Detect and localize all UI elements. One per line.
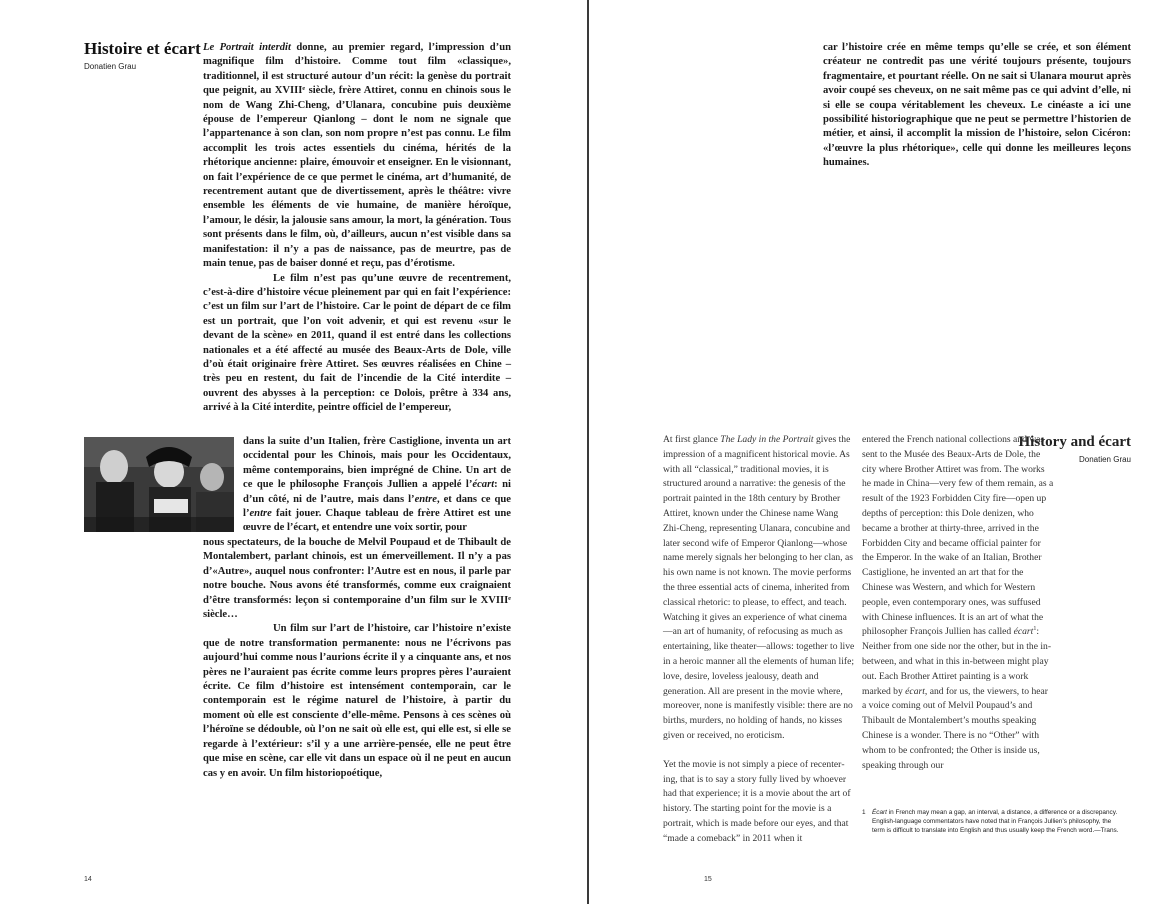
fr-2b-em-entre1: entre	[414, 493, 437, 505]
fr-paragraph-1	[203, 41, 511, 272]
fr-text-top	[203, 41, 511, 416]
footnote-ref: 1	[1033, 626, 1037, 633]
en-column-2	[862, 433, 1054, 773]
page-number-left: 14	[84, 876, 92, 883]
en-col2-em-ecart2: écart	[905, 685, 925, 697]
footnote-text: in French may mean a gap, an interval, a distance, a difference or a discrepancy. English-language commentators have noted that in François Jullien’s philosophy, the term is difficult to translate into English and thus usually keep the French word.—Trans.	[872, 809, 1119, 835]
footnote	[862, 808, 1122, 836]
fr-text-wrap	[243, 435, 511, 536]
film-still-photo	[84, 437, 234, 532]
en-col2-part3: , and for us, the viewers, to hear a voice coming out of Melvil Poupaud’s and Thibault de Montalembert’s mouths speaking Chinese is a wonder. There is no “Other” with whom to be confronted; the Other is inside us, speaking through our	[862, 685, 1048, 771]
fr-2b-em-ecart: écart	[472, 479, 495, 491]
en-paragraph-3	[862, 433, 1054, 773]
fr-text-continued	[823, 41, 1131, 171]
page-number-right: 15	[704, 876, 712, 883]
en-col2-part1: entered the French national collections and was sent to the Musée des Beaux-Arts de Dole, the city where Brother Attiret was from. The works he made in China—very few of them remain, as a result of the 1923 Forbidden City fire—open up depths of perception: this Dole denizen, who became a brother at thirty-three, arrived in the Forbidden City and became official painter for the Emperor. In the wake of an Italian, Brother Castiglione, he invented an art that for the Chinese was Western, and which for Western people, even contemporary ones, was suffused with Chinese influences. It is an art of what the philosopher François Jullien has called	[862, 434, 1054, 638]
film-still-icon	[84, 437, 234, 532]
fr-paragraph-4: car l’histoire crée en même temps qu’elle se crée, et son élément créateur ne contredit pas une vérité toujours présente, toujours fragmentaire, et pourtant réelle. On ne sait si Ulanara mourut après avoir coupé ses cheveux, on ne sait même pas ce qui advint d’elle, ni si elle se coupa véritablement les cheveux. Le cinéaste a ici une possibilité historiographique que ne peut se permettre l’historien de métier, et ainsi, il accomplit la mission de l’histoire, selon Cicéron: «l’œuvre la plus rhétorique», celle qui donne les meilleures leçons humaines.	[823, 42, 1131, 169]
en-col2-em-ecart1: écart	[1013, 626, 1034, 638]
fr-paragraph-3: Un film sur l’art de l’histoire, car l’histoire n’existe que de notre transformation permanente: nous ne l’écrivons pas aujourd’hui comme nous l’aurions écrite il y a cinquante ans, et nos pères ne l’auraient pas écrite comme leurs propres pères l’auraient écrite. Ce film d’histoire est intensément contemporain, car le contemporain est le régime naturel de l’histoire, à partir du moment où elle est consciente d’elle-même. Pensons à ces scènes où l’héroïne se dédouble, où l’on ne sait où elle est, qui elle est, si elle se regarde à l’extérieur: s’il y a une arrière-pensée, elle ne peut être que mise en scène, car elle vit dans un espace où il ne peut en aucun cas y en avoir. Un film historiopoétique,	[203, 623, 511, 779]
fr-2b-part2: : ni d’un côté, ni de l’autre, mais dans l’	[243, 479, 511, 505]
en-p1-part1: At first glance	[663, 434, 721, 445]
en-paragraph-1	[663, 433, 855, 744]
footnote-number: 1	[862, 809, 866, 816]
fr-paragraph-2c: nous spectateurs, de la bouche de Melvil Poupaud et de Thibault de Montalembert, parlant chinois, est un émerveillement. Il n’y a pas d’«Autre», auquel nous confronter: l’Autre est en nous, il parle par notre bouche. Nous avons été transformés, comme eux craignaient d’être transformés: leçon si contemporaine d’un film sur le XVIIIᵉ siècle…	[203, 537, 511, 621]
fr-2b-em-entre2: entre	[249, 508, 272, 520]
author-name-fr: Donatien Grau	[84, 62, 137, 71]
film-title-fr: Le Portrait interdit	[203, 42, 291, 53]
film-title-en: The Lady in the Portrait	[720, 434, 814, 445]
fr-paragraph-1-text: donne, au premier regard, l’impression d’un magnifique film d’histoire. Comme tout film «classique», traditionnel, il est structuré autour d’un récit: la genèse du portrait que peignit, au XVIIIᵉ siècle, frère Attiret, connu en chinois sous le nom de Wang Zhi-Cheng, d’Ulanara, concubine puis deuxième épouse de l’empereur Qianlong – dont le nom ne signale que l’appartenance à son clan, son nom propre n’est pas connu. Le film accomplit les trois actes essentiels du cinéma, hérités de la rhétorique ancienne: plaire, émouvoir et enseigner. En le visionnant, on fait l’expérience de ce que permet le cinéma, art d’humanité, de recentrement autant que de divertissement, après le théâtre: vivre ensemble les éléments de vie humaine, de manière héroïque, l’amour, le désir, la jalousie sans amour, la mort, la génération. Tous sont présents dans le film, où, d’ailleurs, aucun n’est visible dans sa manifestation: il n’y a pas de naissance, pas de meurtre, pas de main tenue, pas de baiser donné et reçu, pas d’érotisme.	[203, 42, 511, 270]
author-name-en: Donatien Grau	[1078, 455, 1131, 464]
fr-2b-part4: fait jouer. Chaque tableau de frère Attiret est une œuvre de l’écart, et entendre une voix sortir, pour	[243, 508, 511, 534]
fr-2b-part1: dans la suite d’un Italien, frère Castiglione, inventa un art occidental pour les Chinois, mais pour les Occidentaux, même contemporains, bien imprégné de Chine. Un art de ce que le philosophe François Jullien a appelé l’	[243, 436, 511, 491]
article-title-fr: Histoire et écart	[84, 39, 201, 58]
footnote-em: Écart	[872, 809, 887, 816]
fr-2b-part3: , et dans ce que l’	[243, 493, 511, 520]
en-column-1	[663, 433, 855, 847]
fr-paragraph-2b	[243, 435, 511, 536]
fr-paragraph-2a: Le film n’est pas qu’une œuvre de recentrement, c’est-à-dire d’histoire vécue pleinement par qui en fait l’expérience: c’est un film sur l’art de l’histoire. Car le point de départ de ce film est un portrait, que l’on voit advenir, et qui est revenu «sur le devant de la scène» en 2011, quand il est entré dans les collections nationales et a été affecté au musée des Beaux-Arts de Dole, ville d’où était originaire frère Attiret. Ses œuvres réalisées en Chine – très peu en restent, du fait de l’incendie de la Cité interdite – ouvrent des abysses à la perception: ce Dolois, prêtre à 334 ans, arrivé à la Cité interdite, peintre officiel de l’empereur,	[203, 272, 511, 414]
en-p1-part2: gives the impression of a magnificent historical movie. As with all “classical,” traditional movies, it is structured around a narrative: the genesis of the portrait painted in the 18th century by Brother Attiret, known under the Chinese name Wang Zhi-Cheng, representing Ulanara, concubine and later second wife of Emperor Qianlong—whose name merely signals her belonging to her clan, as his own name is not known. The movie performs the three essential acts of cinema, inherited from classical rhetoric: to please, to effect, and teach. Watching it gives an experience of what cinema—an art of humanity, of refocusing as much as entertaining, like theater—allows: together to live in a heroic manner all the elements of human life; love, desire, loveless jealousy, death and generation. All are present in the movie where, moreover, none is manifestly visible: there are no births, murders, no holding of hands, no kisses given or received, no eroticism.	[663, 434, 855, 741]
en-col2-part2: : Neither from one side nor the other, but in the in-between, and what in this in-between might play out. Each Brother Attiret painting is a work marked by	[862, 626, 1052, 697]
article-title-en: History and écart	[1018, 434, 1131, 450]
fr-text-bottom	[203, 536, 511, 781]
en-paragraph-2: Yet the movie is not simply a piece of recentering, that is to say a story fully lived by whoever had that experience; it is a movie about the art of history. The starting point for the movie is a portrait, which is made before our eyes, and that “made a comeback” in 2011 when it	[663, 758, 851, 844]
